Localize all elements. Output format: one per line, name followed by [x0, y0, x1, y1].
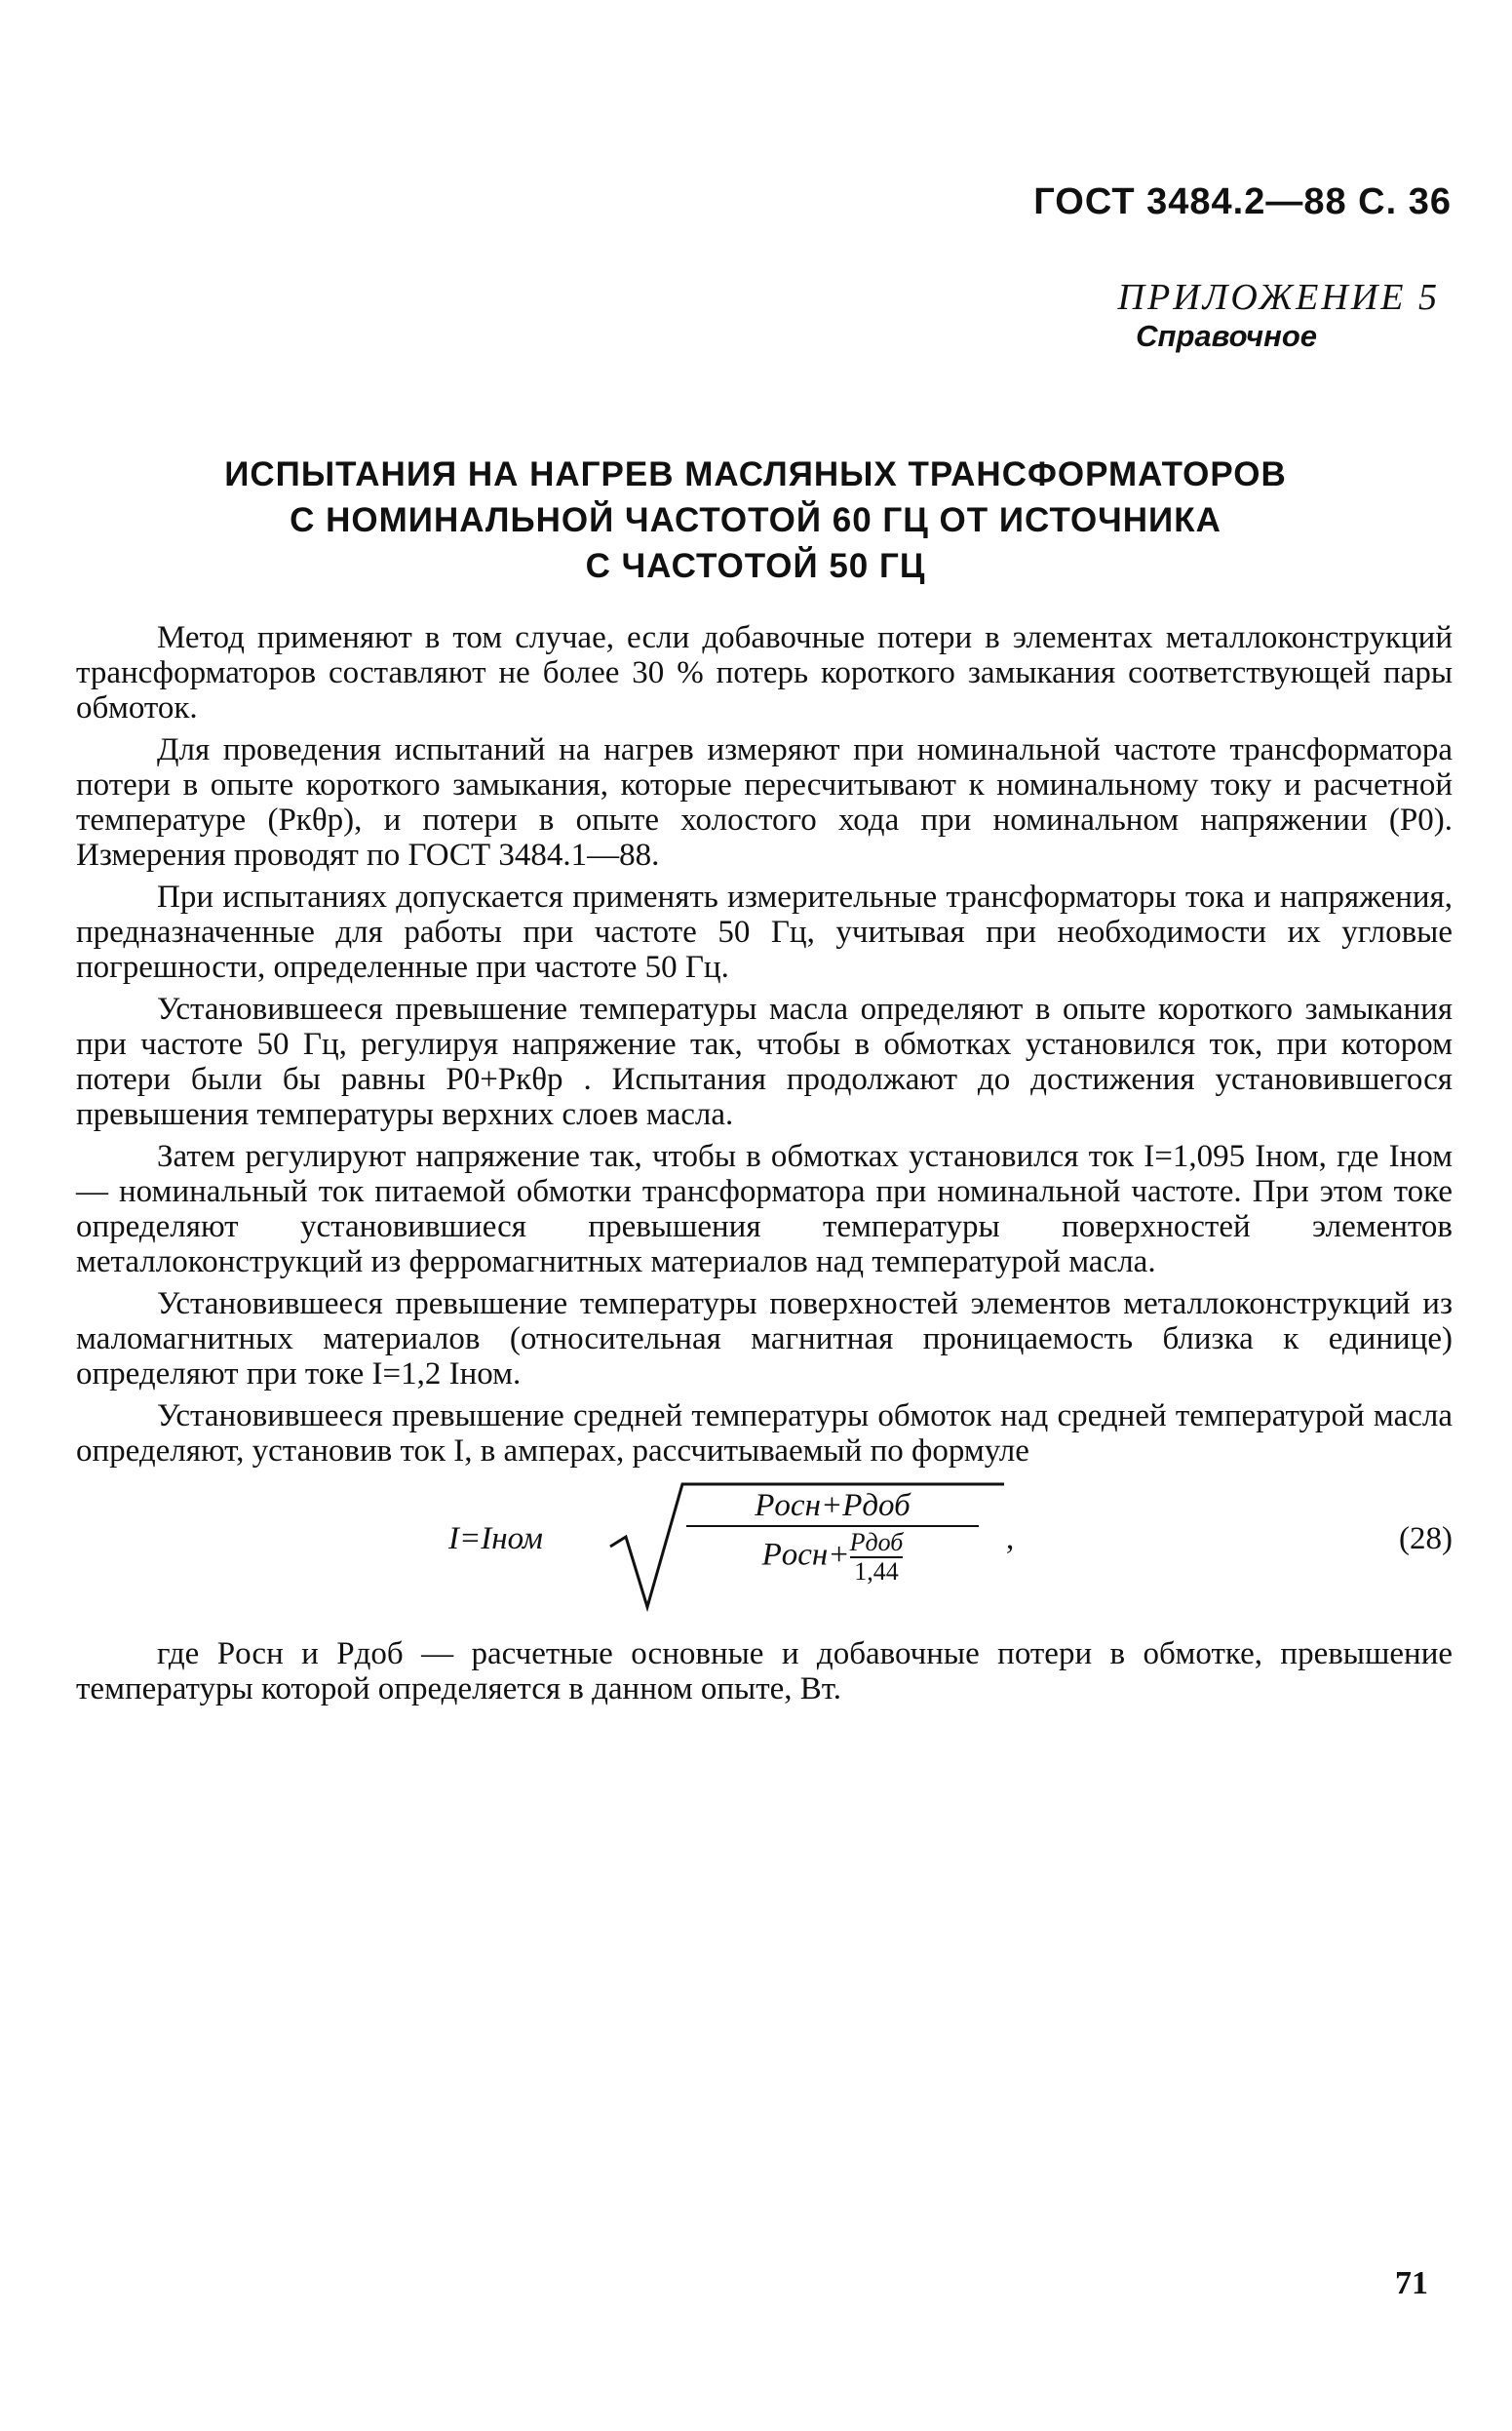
page-number: 71: [1395, 2265, 1428, 2301]
appendix-type: Справочное: [1136, 319, 1317, 353]
appendix-label: ПРИЛОЖЕНИЕ 5: [1117, 277, 1440, 318]
title-line-2: С НОМИНАЛЬНОЙ ЧАСТОТОЙ 60 ГЦ ОТ ИСТОЧНИКА: [290, 501, 1221, 539]
formula-comma: ,: [1006, 1521, 1015, 1556]
paragraph-oil-temperature: Установившееся превышение температуры масла определяют в опыте короткого замыкания при частоте 50 Гц, регулируя напряжение так, чтобы в обмотках установился ток, при котором потери были бы равны P0+Pкθр . Испытания продолжают до достижения установившегося превышения температуры верхних слоев масла.: [76, 992, 1453, 1132]
paragraph-winding-temperature: Установившееся превышение средней температуры обмоток над средней температурой масла определяют, установив ток I, в амперах, рассчитываемый по формуле: [76, 1398, 1453, 1469]
formula-28: [76, 1478, 1453, 1615]
equation-number: (28): [1399, 1521, 1453, 1556]
paragraph-ferromagnetic: Затем регулируют напряжение так, чтобы в обмотках установился ток I=1,095 Iном, где Iном — номинальный ток питаемой обмотки трансформатора при номинальной частоте. При этом токе определяют установившиеся превышения температуры поверхностей элементов металлоконструкций из ферромагнитных материалов над температурой масла.: [76, 1139, 1453, 1279]
section-title: [117, 451, 1394, 589]
gost-header: ГОСТ 3484.2—88 С. 36: [1033, 181, 1452, 222]
body-text: [76, 620, 1453, 1713]
paragraph-where: где Pосн и Pдоб — расчетные основные и добавочные потери в обмотке, превышение температуры которой определяется в данном опыте, Вт.: [76, 1636, 1453, 1706]
paragraph-low-magnetic: Установившееся превышение температуры поверхностей элементов металлоконструкций из маломагнитных материалов (относительная магнитная проницаемость близка к единице) определяют при токе I=1,2 Iном.: [76, 1286, 1453, 1392]
formula-fraction: [686, 1488, 979, 1586]
formula-lhs: I=Iном: [448, 1521, 543, 1556]
paragraph-method: Метод применяют в том случае, если добавочные потери в элементах металлоконструкций трансформаторов составляют не более 30 % потерь короткого замыкания соответствующей пары обмоток.: [76, 620, 1453, 725]
formula-numerator: Pосн+Pдоб: [686, 1488, 979, 1527]
formula-denominator-main: Pосн+: [761, 1537, 850, 1573]
inner-fraction-denominator: 1,44: [854, 1557, 899, 1586]
title-line-1: ИСПЫТАНИЯ НА НАГРЕВ МАСЛЯНЫХ ТРАНСФОРМАТОРОВ: [224, 455, 1287, 493]
inner-fraction-numerator: Pдоб: [849, 1528, 904, 1556]
paragraph-measurement: Для проведения испытаний на нагрев измеряют при номинальной частоте трансформатора потери в опыте короткого замыкания, которые пересчитывают к номинальному току и расчетной температуре (Pкθр), и потери в опыте холостого хода при номинальном напряжении (P0). Измерения проводят по ГОСТ 3484.1—88.: [76, 732, 1453, 873]
formula-denominator: [686, 1527, 979, 1586]
formula-inner-fraction: [850, 1529, 904, 1586]
title-line-3: С ЧАСТОТОЙ 50 ГЦ: [585, 547, 926, 585]
paragraph-instrument-transformers: При испытаниях допускается применять измерительные трансформаторы тока и напряжения, предназначенные для работы при частоте 50 Гц, учитывая при необходимости их угловые погрешности, определенные при частоте 50 Гц.: [76, 880, 1453, 985]
